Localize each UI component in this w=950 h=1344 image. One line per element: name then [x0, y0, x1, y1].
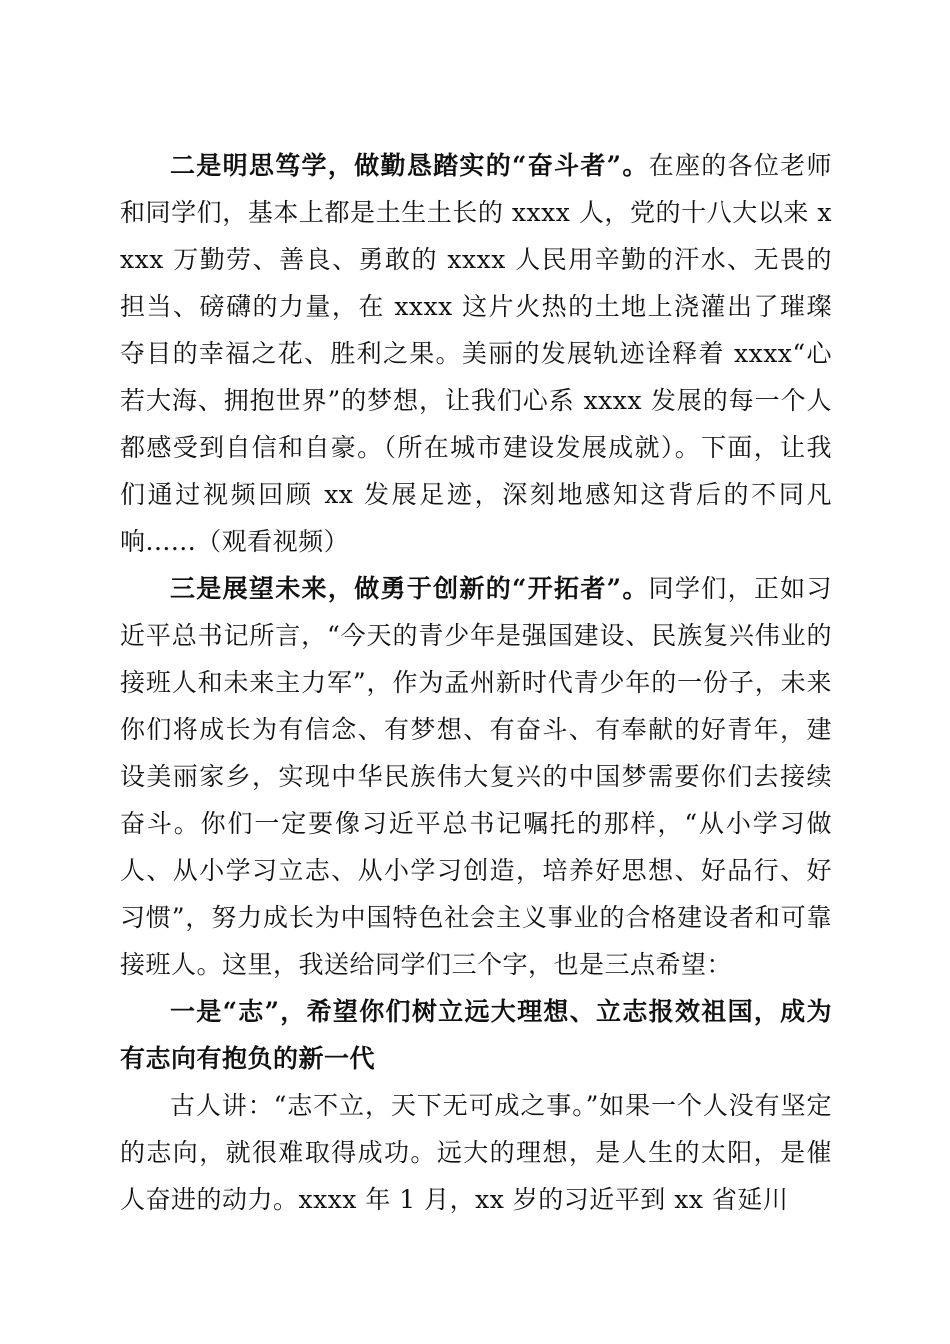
- paragraph-struggler: [120, 142, 832, 565]
- paragraph-text: 在座的各位老师和同学们，基本上都是土生土长的 xxxx 人，党的十八大以来 xxxx 万勤劳、善良、勇敢的 xxxx 人民用辛勤的汗水、无畏的担当、磅礴的力量，在 xxxx 这片火热的土地上浇灌出了璀璨夺目的幸福之花、胜利之果。美丽的发展轨迹诠释着 xxxx“心若大海、拥抱世界”的梦想，让我们心系 xxxx 发展的每一个人都感受到自信和自豪。（所在城市建设发展成就）。下面，让我们通过视频回顾 xx 发展足迹，深刻地感知这背后的不同凡响......（观看视频）: [120, 151, 832, 556]
- document-body: [120, 142, 832, 1223]
- paragraph-lead: 三是展望未来，做勇于创新的“开拓者”。: [170, 574, 649, 603]
- paragraph-text: 同学们，正如习近平总书记所言，“今天的青少年是强国建设、民族复兴伟业的接班人和未来主力军”，作为孟州新时代青少年的一份子，未来你们将成长为有信念、有梦想、有奋斗、有奉献的好青年，建设美丽家乡，实现中华民族伟大复兴的中国梦需要你们去接续奋斗。你们一定要像习近平总书记嘱托的那样，“从小学习做人、从小学习立志、从小学习创造，培养好思想、好品行、好习惯”，努力成长为中国特色社会主义事业的合格建设者和可靠接班人。这里，我送给同学们三个字，也是三点希望：: [120, 574, 832, 979]
- paragraph-lead: 二是明思笃学，做勤恳踏实的“奋斗者”。: [170, 151, 649, 180]
- paragraph-pioneer: [120, 565, 832, 988]
- section-heading-ambition: 一是“志”，希望你们树立远大理想、立志报效祖国，成为有志向有抱负的新一代: [120, 997, 832, 1073]
- paragraph-ambition: 古人讲：“志不立，天下无可成之事。”如果一个人没有坚定的志向，就很难取得成功。远大的理想，是人生的太阳，是催人奋进的动力。xxxx 年 1 月，xx 岁的习近平到 xx 省延川: [120, 1091, 832, 1214]
